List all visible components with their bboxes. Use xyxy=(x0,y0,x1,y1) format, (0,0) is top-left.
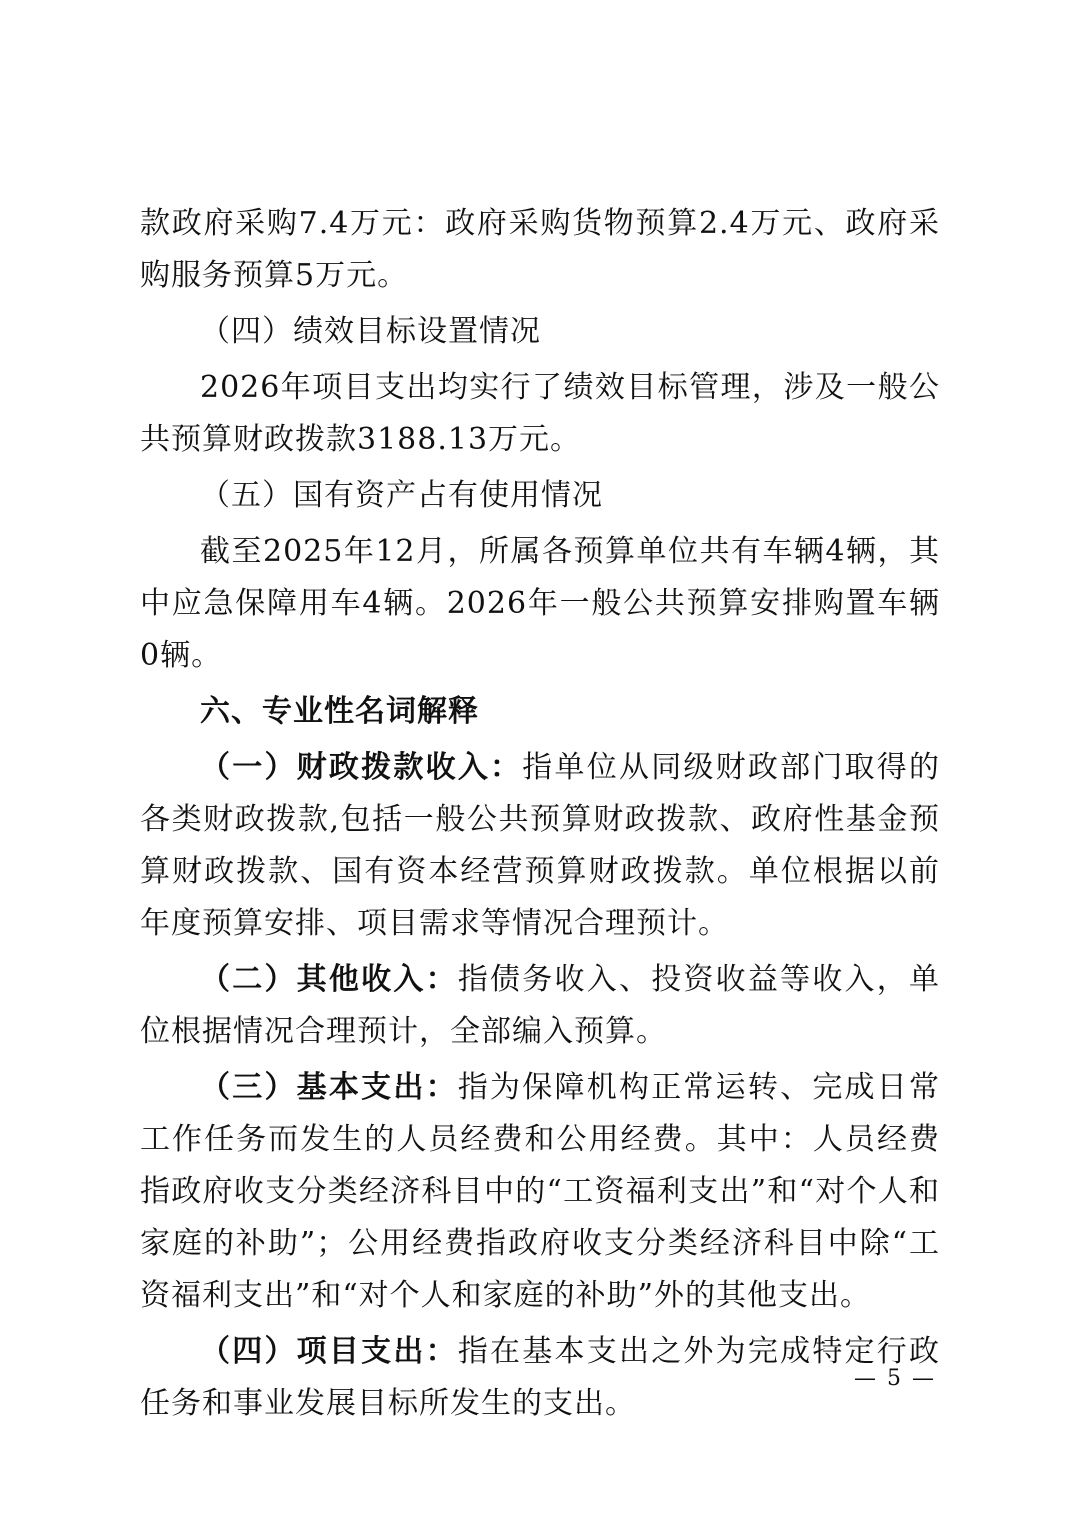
paragraph-performance-goals: 2026年项目支出均实行了绩效目标管理，涉及一般公共预算财政拨款3188.13万元。 xyxy=(140,370,940,457)
subheading-state-assets: （五）国有资产占有使用情况 xyxy=(200,478,603,513)
definition-text: 指在基本支出之外为完成特定行政任务和事业发展目标所发生的支出。 xyxy=(140,1334,941,1421)
definition-text: 指债务收入、投资收益等收入，单位根据情况合理预计，全部编入预算。 xyxy=(140,962,941,1049)
definition-basic-expenditure xyxy=(140,1062,940,1322)
definition-term: （二）其他收入： xyxy=(200,962,458,997)
definition-term: （三）基本支出： xyxy=(200,1070,458,1105)
definition-project-expenditure xyxy=(140,1326,940,1430)
section-heading-terminology: 六、专业性名词解释 xyxy=(200,694,479,729)
document-body xyxy=(140,198,940,1430)
definition-text: 指单位从同级财政部门取得的各类财政拨款,包括一般公共预算财政拨款、政府性基金预算财政拨款、国有资本经营预算财政拨款。单位根据以前年度预算安排、项目需求等情况合理预计。 xyxy=(140,750,941,941)
definition-term: （四）项目支出： xyxy=(200,1334,458,1369)
page-number: — 5 — xyxy=(854,1366,936,1391)
definition-term: （一）财政拨款收入： xyxy=(200,750,523,785)
definition-fiscal-appropriation-income xyxy=(140,742,940,950)
paragraph-procurement-continuation: 款政府采购7.4万元：政府采购货物预算2.4万元、政府采购服务预算5万元。 xyxy=(140,206,940,293)
subheading-performance-goals: （四）绩效目标设置情况 xyxy=(200,314,541,349)
paragraph-state-assets: 截至2025年12月，所属各预算单位共有车辆4辆，其中应急保障用车4辆。2026年一般公共预算安排购置车辆0辆。 xyxy=(140,534,940,673)
definition-text: 指为保障机构正常运转、完成日常工作任务而发生的人员经费和公用经费。其中：人员经费指政府收支分类经济科目中的“工资福利支出”和“对个人和家庭的补助”；公用经费指政府收支分类经济科目中除“工资福利支出”和“对个人和家庭的补助”外的其他支出。 xyxy=(140,1070,941,1313)
definition-other-income xyxy=(140,954,940,1058)
